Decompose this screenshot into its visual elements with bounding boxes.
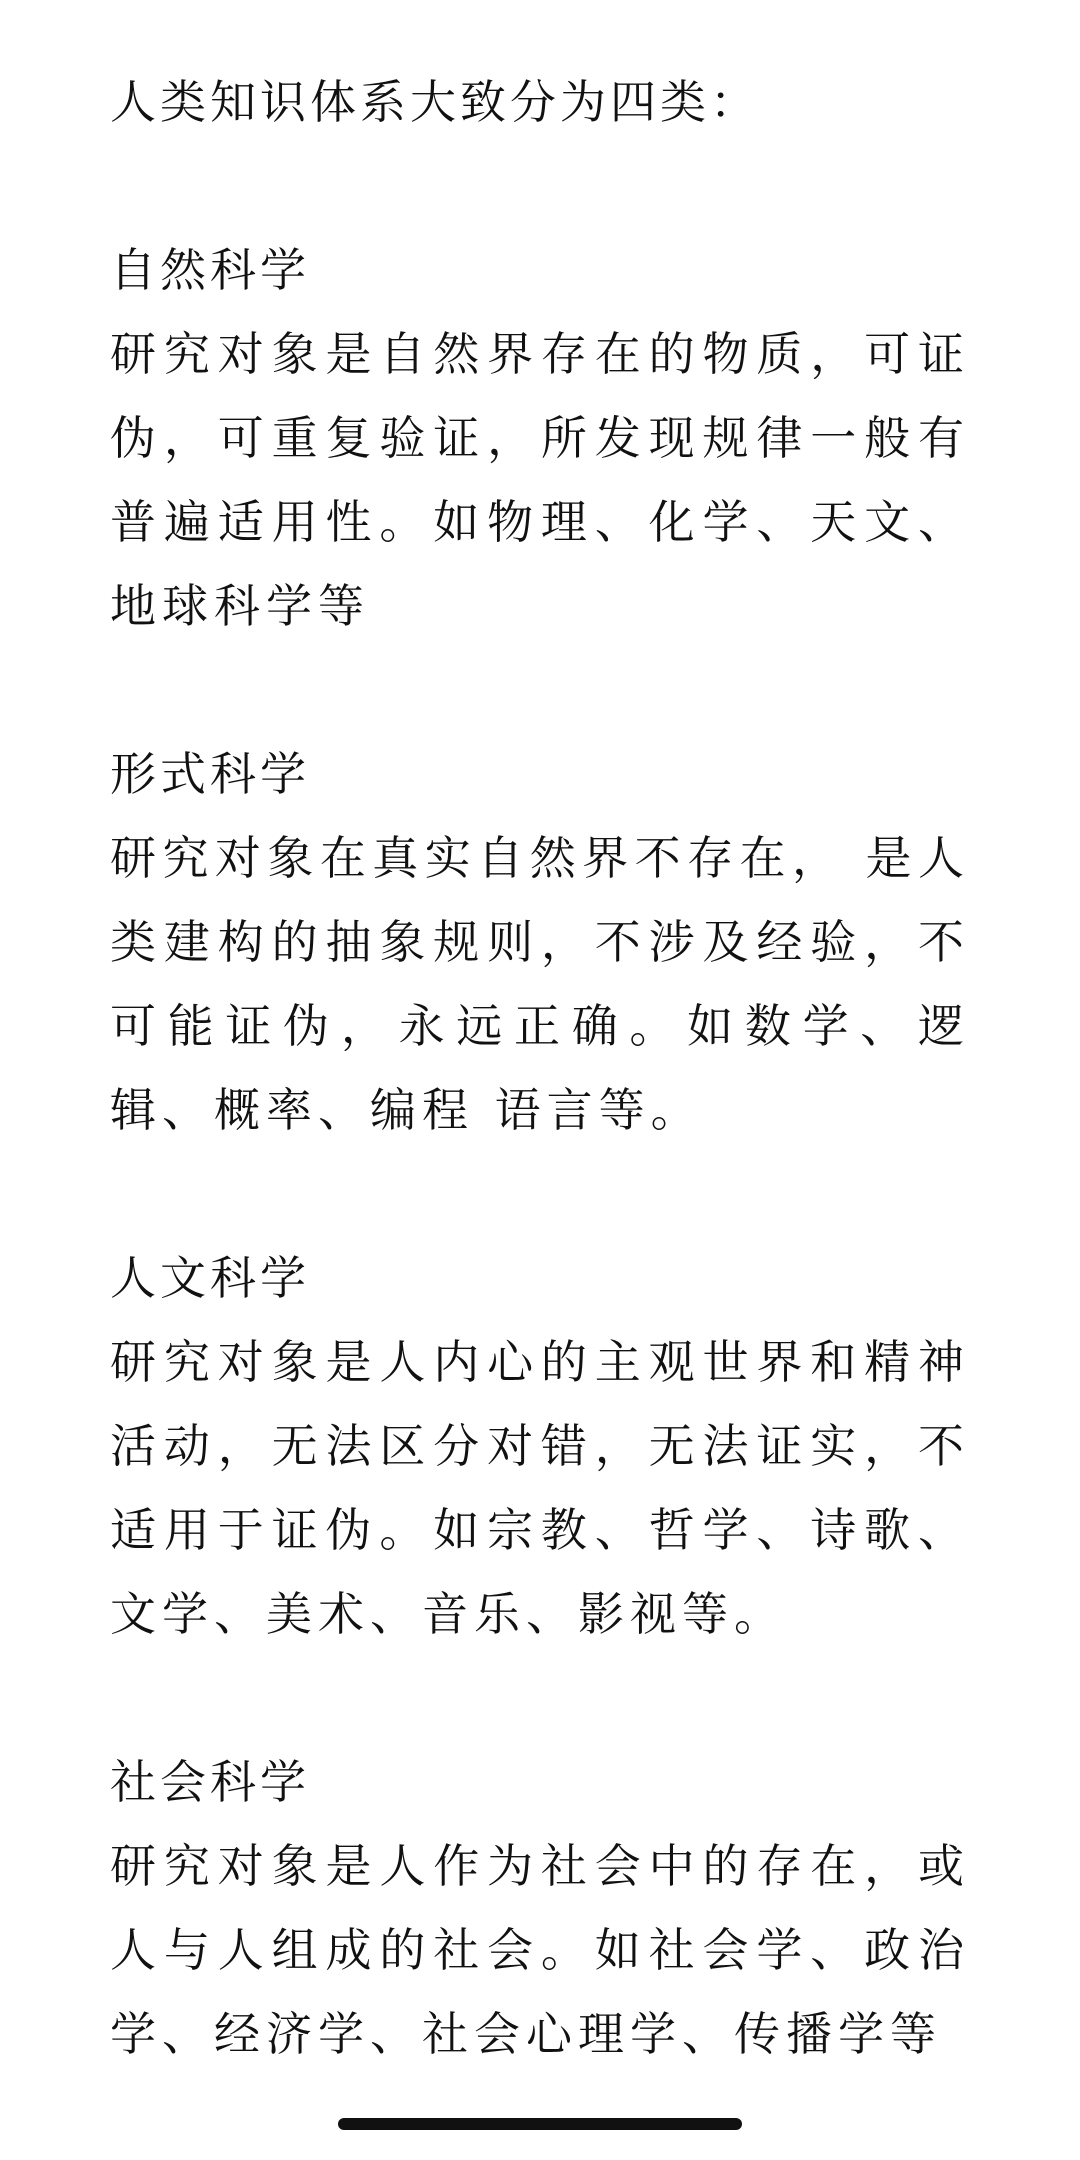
section-formal-science bbox=[110, 732, 970, 1152]
section-title: 人文科学 bbox=[110, 1251, 310, 1305]
section-humanities bbox=[110, 1236, 970, 1656]
intro-text: 人类知识体系大致分为四类： bbox=[110, 75, 760, 129]
section-body: 研究对象是自然界存在的物质，可证伪，可重复验证，所发现规律一般有普遍适用性。如物理、化学、天文、地球科学等 bbox=[110, 327, 970, 633]
section-title: 形式科学 bbox=[110, 747, 310, 801]
section-body: 研究对象是人内心的主观世界和精神活动，无法区分对错，无法证实，不适用于证伪。如宗教、哲学、诗歌、文学、美术、音乐、影视等。 bbox=[110, 1335, 970, 1641]
note-content bbox=[110, 60, 970, 2160]
home-indicator[interactable] bbox=[338, 2118, 742, 2130]
section-title: 自然科学 bbox=[110, 243, 310, 297]
section-body: 研究对象在真实自然界不存在， 是人类建构的抽象规则，不涉及经验，不可能证伪，永远正确。如数学、逻辑、概率、编程 语言等。 bbox=[110, 831, 970, 1137]
section-body: 研究对象是人作为社会中的存在，或人与人组成的社会。如社会学、政治学、经济学、社会心理学、传播学等 bbox=[110, 1839, 970, 2061]
section-social-science bbox=[110, 1740, 970, 2076]
section-title: 社会科学 bbox=[110, 1755, 310, 1809]
section-natural-science bbox=[110, 228, 970, 648]
